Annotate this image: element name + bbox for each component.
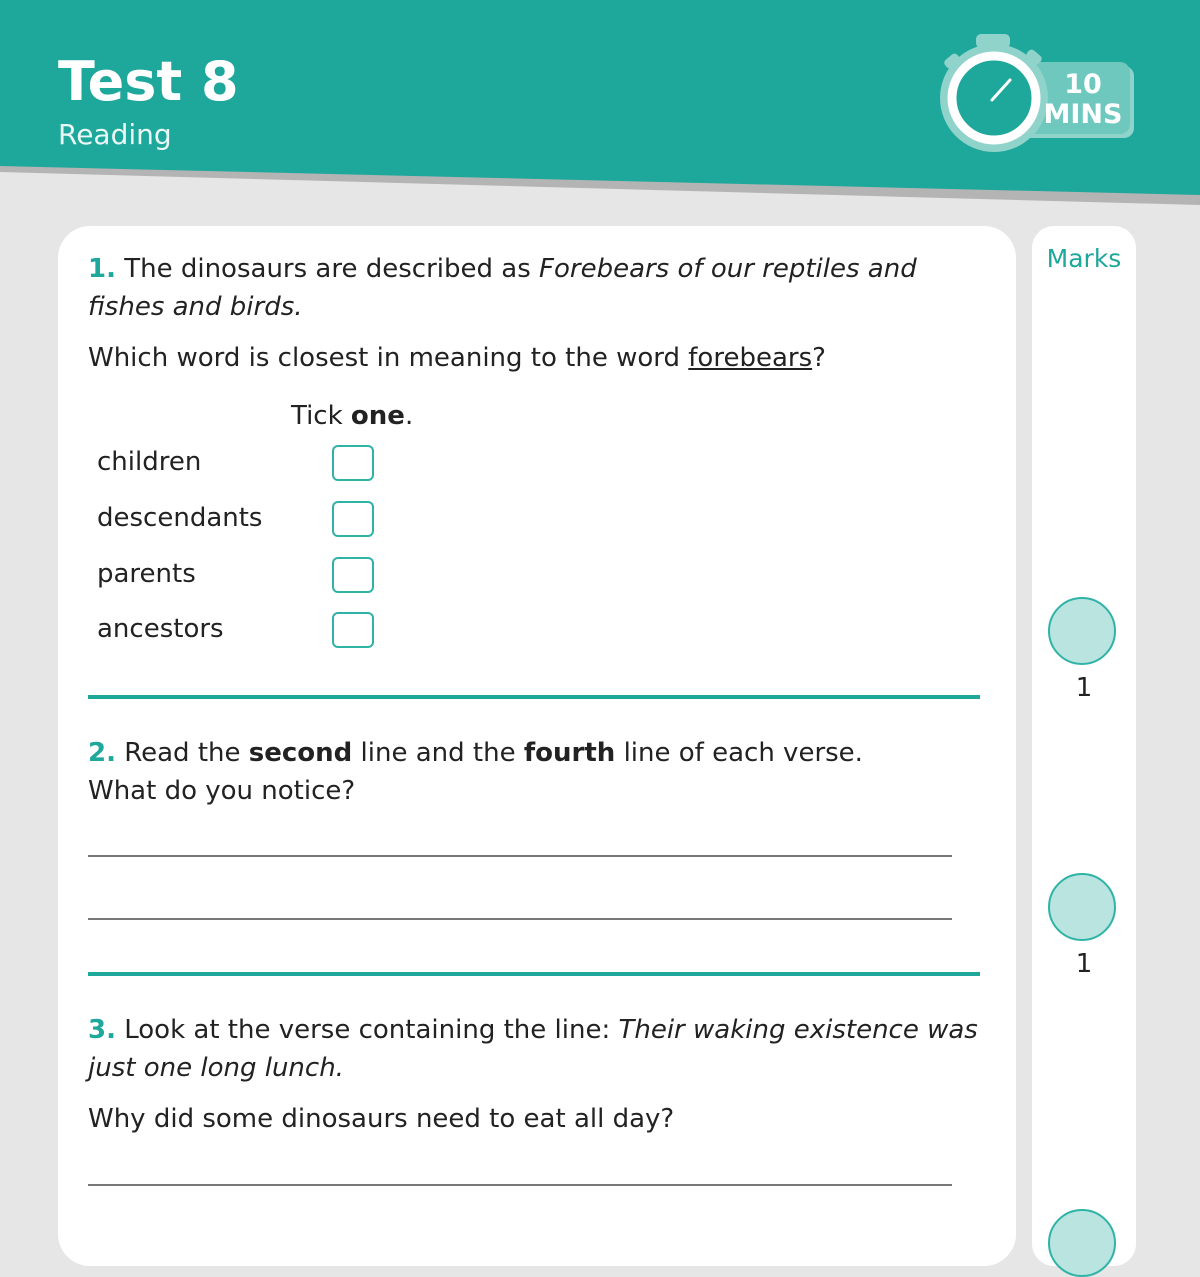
question-2 (88, 734, 968, 810)
timer-unit: MINS (1043, 99, 1123, 130)
question-2-bold-a: second (248, 738, 353, 768)
question-1-keyword: forebears (688, 343, 813, 373)
checkbox-parents[interactable] (332, 557, 374, 593)
header-banner (0, 0, 1200, 205)
question-2-bold-b: fourth (523, 738, 616, 768)
question-3-number: 3. (88, 1015, 116, 1045)
mark-value-q2: 1 (1075, 949, 1093, 979)
tick-suffix: . (404, 401, 414, 431)
answer-line[interactable] (88, 855, 952, 857)
marks-column (1032, 226, 1136, 1266)
checkbox-ancestors[interactable] (332, 612, 374, 648)
page-subtitle: Reading (58, 118, 172, 151)
tick-bold: one (350, 401, 405, 431)
question-1-prompt (88, 339, 968, 377)
question-2-number: 2. (88, 738, 116, 768)
timer-value: 10 (1064, 69, 1102, 100)
option-label-ancestors: ancestors (97, 614, 224, 644)
section-divider (88, 695, 980, 699)
marks-label: Marks (1046, 244, 1122, 273)
tick-instruction (291, 397, 413, 435)
question-2-text-a: Read the (124, 738, 249, 768)
answer-line[interactable] (88, 1184, 952, 1186)
mark-value-q1: 1 (1075, 673, 1093, 703)
question-2-text-b: line and the (352, 738, 524, 768)
question-1 (88, 250, 938, 326)
tick-prefix: Tick (291, 401, 351, 431)
mark-circle-q3[interactable] (1048, 1209, 1116, 1277)
question-3-text: Look at the verse containing the line: (124, 1015, 619, 1045)
question-1-prompt-end: ? (812, 343, 826, 373)
section-divider (88, 972, 980, 976)
question-2-text-c: line of each verse. (615, 738, 863, 768)
question-3-quote: Their waking existence was just one long lunch. (88, 1015, 978, 1083)
option-label-parents: parents (97, 559, 196, 589)
question-1-quote: Forebears of our reptiles and fishes and birds. (88, 254, 917, 322)
question-2-line-2: What do you notice? (88, 776, 356, 806)
question-1-number: 1. (88, 254, 116, 284)
checkbox-children[interactable] (332, 445, 374, 481)
option-label-descendants: descendants (97, 503, 263, 533)
page-title: Test 8 (58, 50, 239, 113)
mark-circle-q1[interactable] (1048, 597, 1116, 665)
question-3 (88, 1011, 978, 1087)
question-1-prompt-text: Which word is closest in meaning to the word (88, 343, 689, 373)
question-3-prompt: Why did some dinosaurs need to eat all day? (88, 1104, 675, 1134)
checkbox-descendants[interactable] (332, 501, 374, 537)
option-label-children: children (97, 447, 202, 477)
timer-label (1040, 70, 1126, 130)
mark-circle-q2[interactable] (1048, 873, 1116, 941)
question-1-text: The dinosaurs are described as (124, 254, 540, 284)
answer-line[interactable] (88, 918, 952, 920)
